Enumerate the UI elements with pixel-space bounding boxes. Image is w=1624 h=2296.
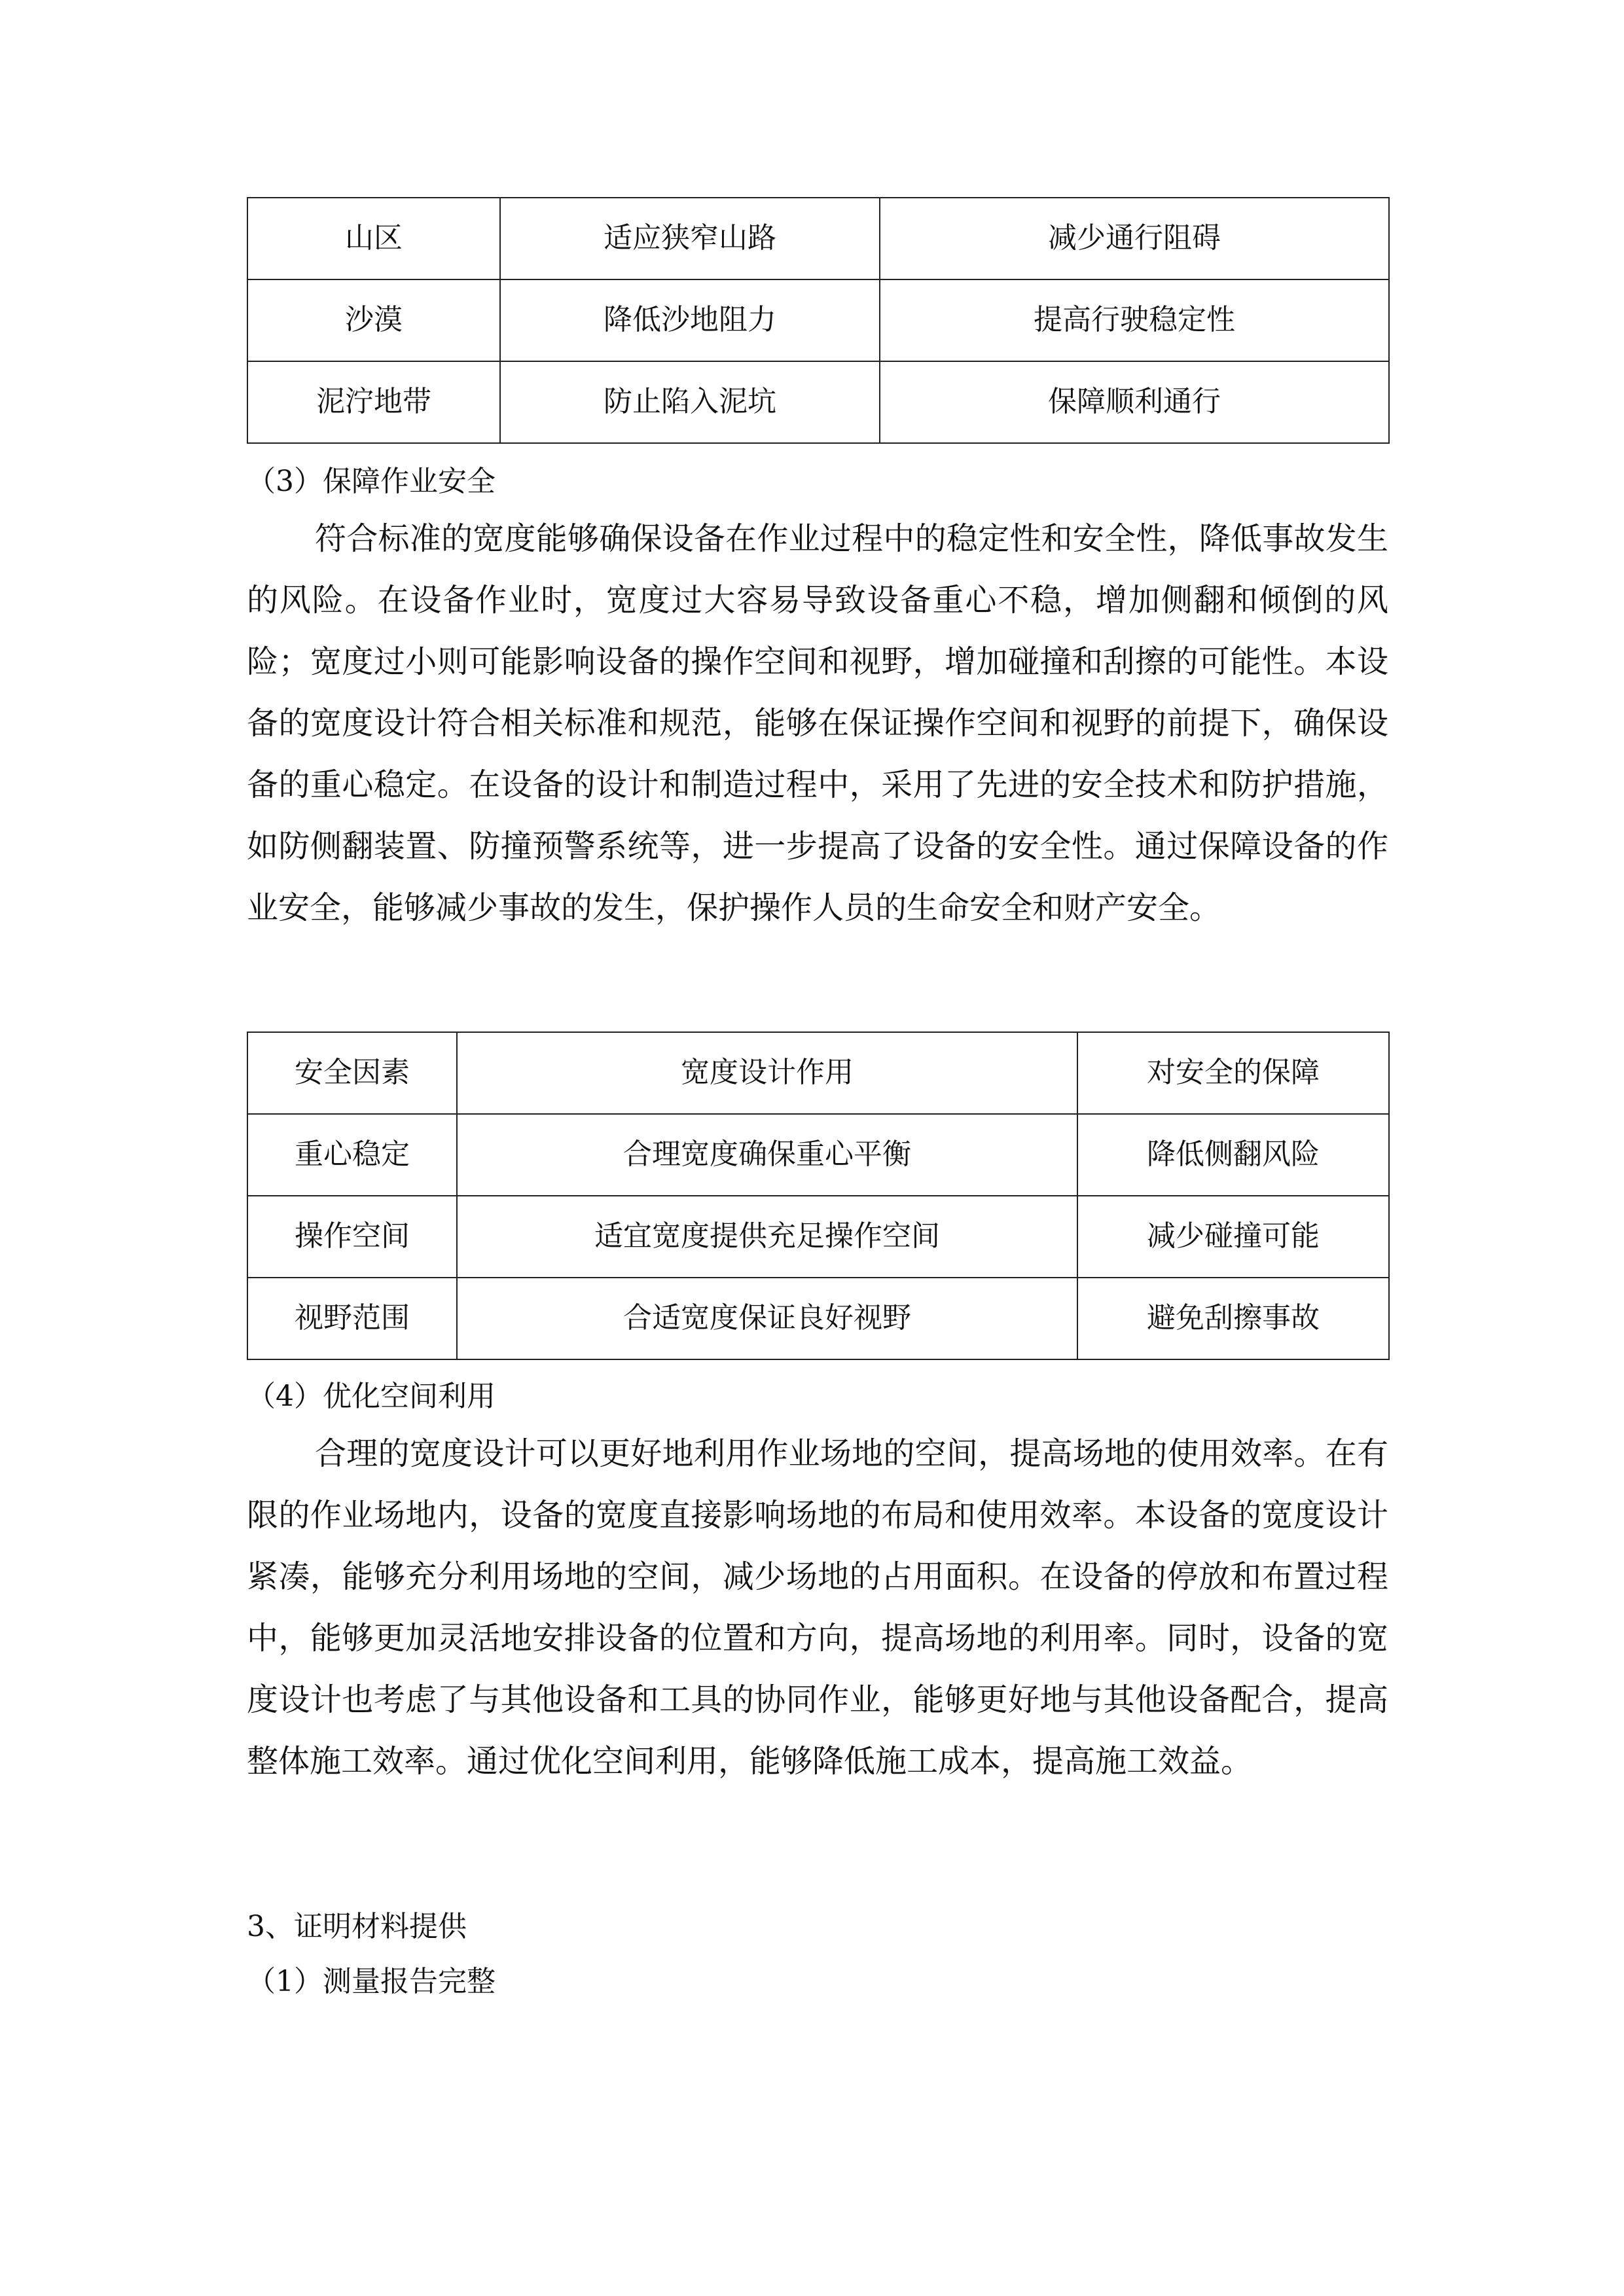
table-cell: 操作空间 (247, 1196, 457, 1278)
table-header-cell: 宽度设计作用 (457, 1032, 1077, 1114)
table-cell: 适宜宽度提供充足操作空间 (457, 1196, 1077, 1278)
table-row (247, 361, 1389, 443)
table-row (247, 279, 1389, 361)
table-header-row (247, 1032, 1389, 1114)
table-cell: 山区 (247, 198, 500, 279)
table-row (247, 1196, 1389, 1278)
paragraph-safety: 符合标准的宽度能够确保设备在作业过程中的稳定性和安全性，降低事故发生的风险。在设备作业时，宽度过大容易导致设备重心不稳，增加侧翻和倾倒的风险；宽度过小则可能影响设备的操作空间和视野，增加碰撞和刮擦的可能性。本设备的宽度设计符合相关标准和规范，能够在保证操作空间和视野的前提下，确保设备的重心稳定。在设备的设计和制造过程中，采用了先进的安全技术和防护措施，如防侧翻装置、防撞预警系统等，进一步提高了设备的安全性。通过保障设备的作业安全，能够减少事故的发生，保护操作人员的生命安全和财产安全。 (247, 520, 1388, 926)
table-cell: 提高行驶稳定性 (880, 279, 1389, 361)
table-cell: 合适宽度保证良好视野 (457, 1278, 1077, 1359)
table-header-cell: 对安全的保障 (1077, 1032, 1389, 1114)
table-cell: 降低侧翻风险 (1077, 1114, 1389, 1196)
table-cell: 泥泞地带 (247, 361, 500, 443)
table-cell: 视野范围 (247, 1278, 457, 1359)
table-cell: 沙漠 (247, 279, 500, 361)
table-cell: 降低沙地阻力 (500, 279, 880, 361)
table-cell: 减少通行阻碍 (880, 198, 1389, 279)
table-cell: 重心稳定 (247, 1114, 457, 1196)
section-heading-space: （4）优化空间利用 (247, 1380, 496, 1413)
table-cell: 保障顺利通行 (880, 361, 1389, 443)
table-row (247, 1114, 1389, 1196)
table-cell: 合理宽度确保重心平衡 (457, 1114, 1077, 1196)
table-row (247, 1278, 1389, 1359)
table-cell: 适应狭窄山路 (500, 198, 880, 279)
table-cell: 减少碰撞可能 (1077, 1196, 1389, 1278)
section-heading-safety: （3）保障作业安全 (247, 465, 496, 498)
table-cell: 避免刮擦事故 (1077, 1278, 1389, 1359)
terrain-table (247, 197, 1390, 444)
paragraph-space: 合理的宽度设计可以更好地利用作业场地的空间，提高场地的使用效率。在有限的作业场地内，设备的宽度直接影响场地的布局和使用效率。本设备的宽度设计紧凑，能够充分利用场地的空间，减少场地的占用面积。在设备的停放和布置过程中，能够更加灵活地安排设备的位置和方向，提高场地的利用率。同时，设备的宽度设计也考虑了与其他设备和工具的协同作业，能够更好地与其他设备配合，提高整体施工效率。通过优化空间利用，能够降低施工成本，提高施工效益。 (247, 1435, 1388, 1780)
safety-table (247, 1031, 1390, 1360)
table-row (247, 198, 1389, 279)
part-heading-evidence: 3、证明材料提供 (247, 1910, 467, 1943)
sub-heading-report: （1）测量报告完整 (247, 1965, 496, 1998)
table-header-cell: 安全因素 (247, 1032, 457, 1114)
table-cell: 防止陷入泥坑 (500, 361, 880, 443)
